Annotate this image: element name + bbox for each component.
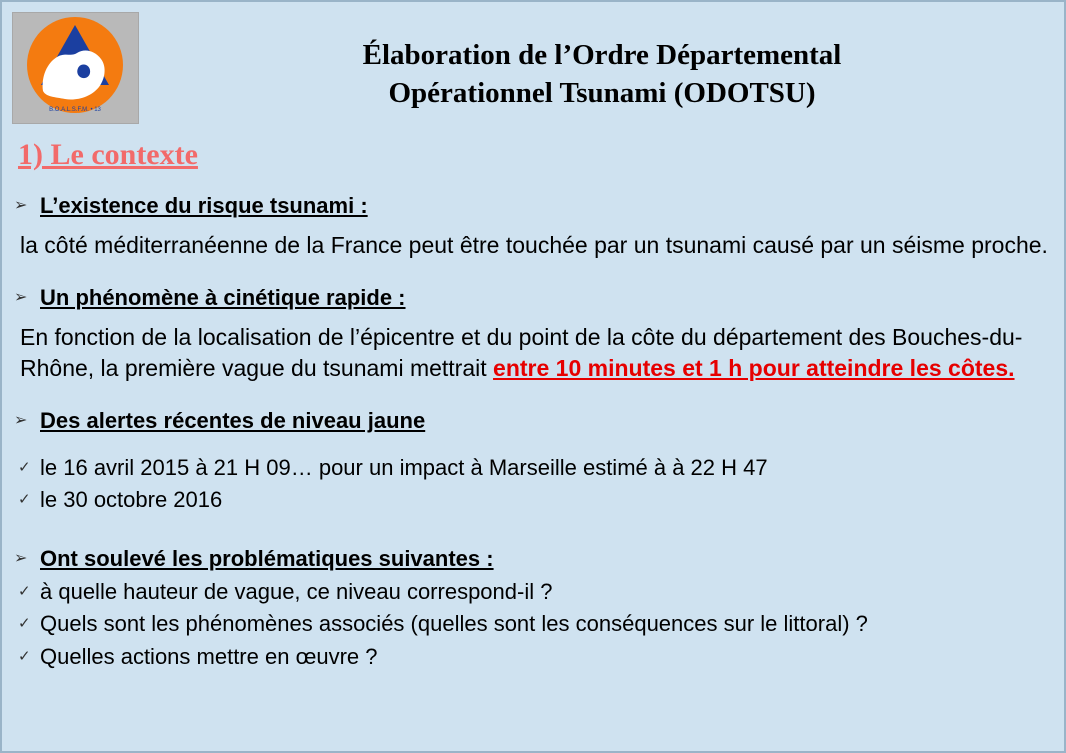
list-item xyxy=(14,484,1056,515)
section-heading: 1) Le contexte xyxy=(18,138,198,171)
logo-icon xyxy=(13,13,138,123)
page-title-line-2: Opérationnel Tsunami (ODOTSU) xyxy=(388,77,816,110)
paragraph-cinetique-highlight: entre 10 minutes et 1 h pour atteindre les côtes. xyxy=(493,354,1015,381)
bullet-item-problematiques xyxy=(14,543,1056,575)
list-item-question-phenomenes: Quels sont les phénomènes associés (quelles sont les conséquences sur le littoral) ? xyxy=(40,611,868,637)
slide-body xyxy=(14,188,1056,672)
bullet-heading-alertes: Des alertes récentes de niveau jaune xyxy=(40,407,426,433)
check-bullet-icon: ✓ xyxy=(18,647,31,665)
bullet-item-existence xyxy=(14,190,1056,222)
arrow-bullet-icon: ➢ xyxy=(14,411,28,429)
list-item-question-actions: Quelles actions mettre en œuvre ? xyxy=(40,643,378,669)
list-item-alerte-2015: le 16 avril 2015 à 21 H 09… pour un impact à Marseille estimé à à 22 H 47 xyxy=(40,454,768,480)
paragraph-cinetique-text: En fonction de la localisation de l’épicentre et du point de la côte du département des Bouches-du-Rhône, la première vague du tsunami mettrait xyxy=(20,324,1023,381)
page-title-line-1: Élaboration de l’Ordre Départemental xyxy=(362,39,842,71)
arrow-bullet-icon: ➢ xyxy=(14,550,28,568)
check-bullet-icon: ✓ xyxy=(18,490,31,508)
check-bullet-icon: ✓ xyxy=(18,583,31,601)
bullet-item-cinetique xyxy=(14,282,1056,314)
list-item xyxy=(14,576,1056,607)
list-item xyxy=(14,608,1056,639)
page-title xyxy=(152,36,1052,113)
check-bullet-icon: ✓ xyxy=(18,458,31,476)
bullet-heading-cinetique: Un phénomène à cinétique rapide : xyxy=(40,285,406,311)
bullet-heading-existence: L’existence du risque tsunami : xyxy=(40,193,368,218)
paragraph-existence: la côté méditerranéenne de la France peut être touchée par un tsunami causé par un séisme proche. xyxy=(20,231,1048,258)
bullet-item-alertes xyxy=(14,405,1056,437)
arrow-bullet-icon: ➢ xyxy=(14,197,28,214)
check-bullet-icon: ✓ xyxy=(18,615,31,633)
list-item xyxy=(14,452,1056,483)
paragraph-cinetique xyxy=(20,322,1056,383)
list-item-alerte-2016: le 30 octobre 2016 xyxy=(40,486,223,512)
bullet-heading-problematiques: Ont soulevé les problématiques suivantes : xyxy=(40,546,494,572)
coat-of-arms-logo xyxy=(12,12,139,124)
arrow-bullet-icon: ➢ xyxy=(14,289,28,307)
list-item-question-hauteur: à quelle hauteur de vague, ce niveau correspond-il ? xyxy=(40,579,553,605)
svg-text:B.O.A.L.S.F.M. • 13: B.O.A.L.S.F.M. • 13 xyxy=(49,107,101,113)
list-item xyxy=(14,641,1056,672)
